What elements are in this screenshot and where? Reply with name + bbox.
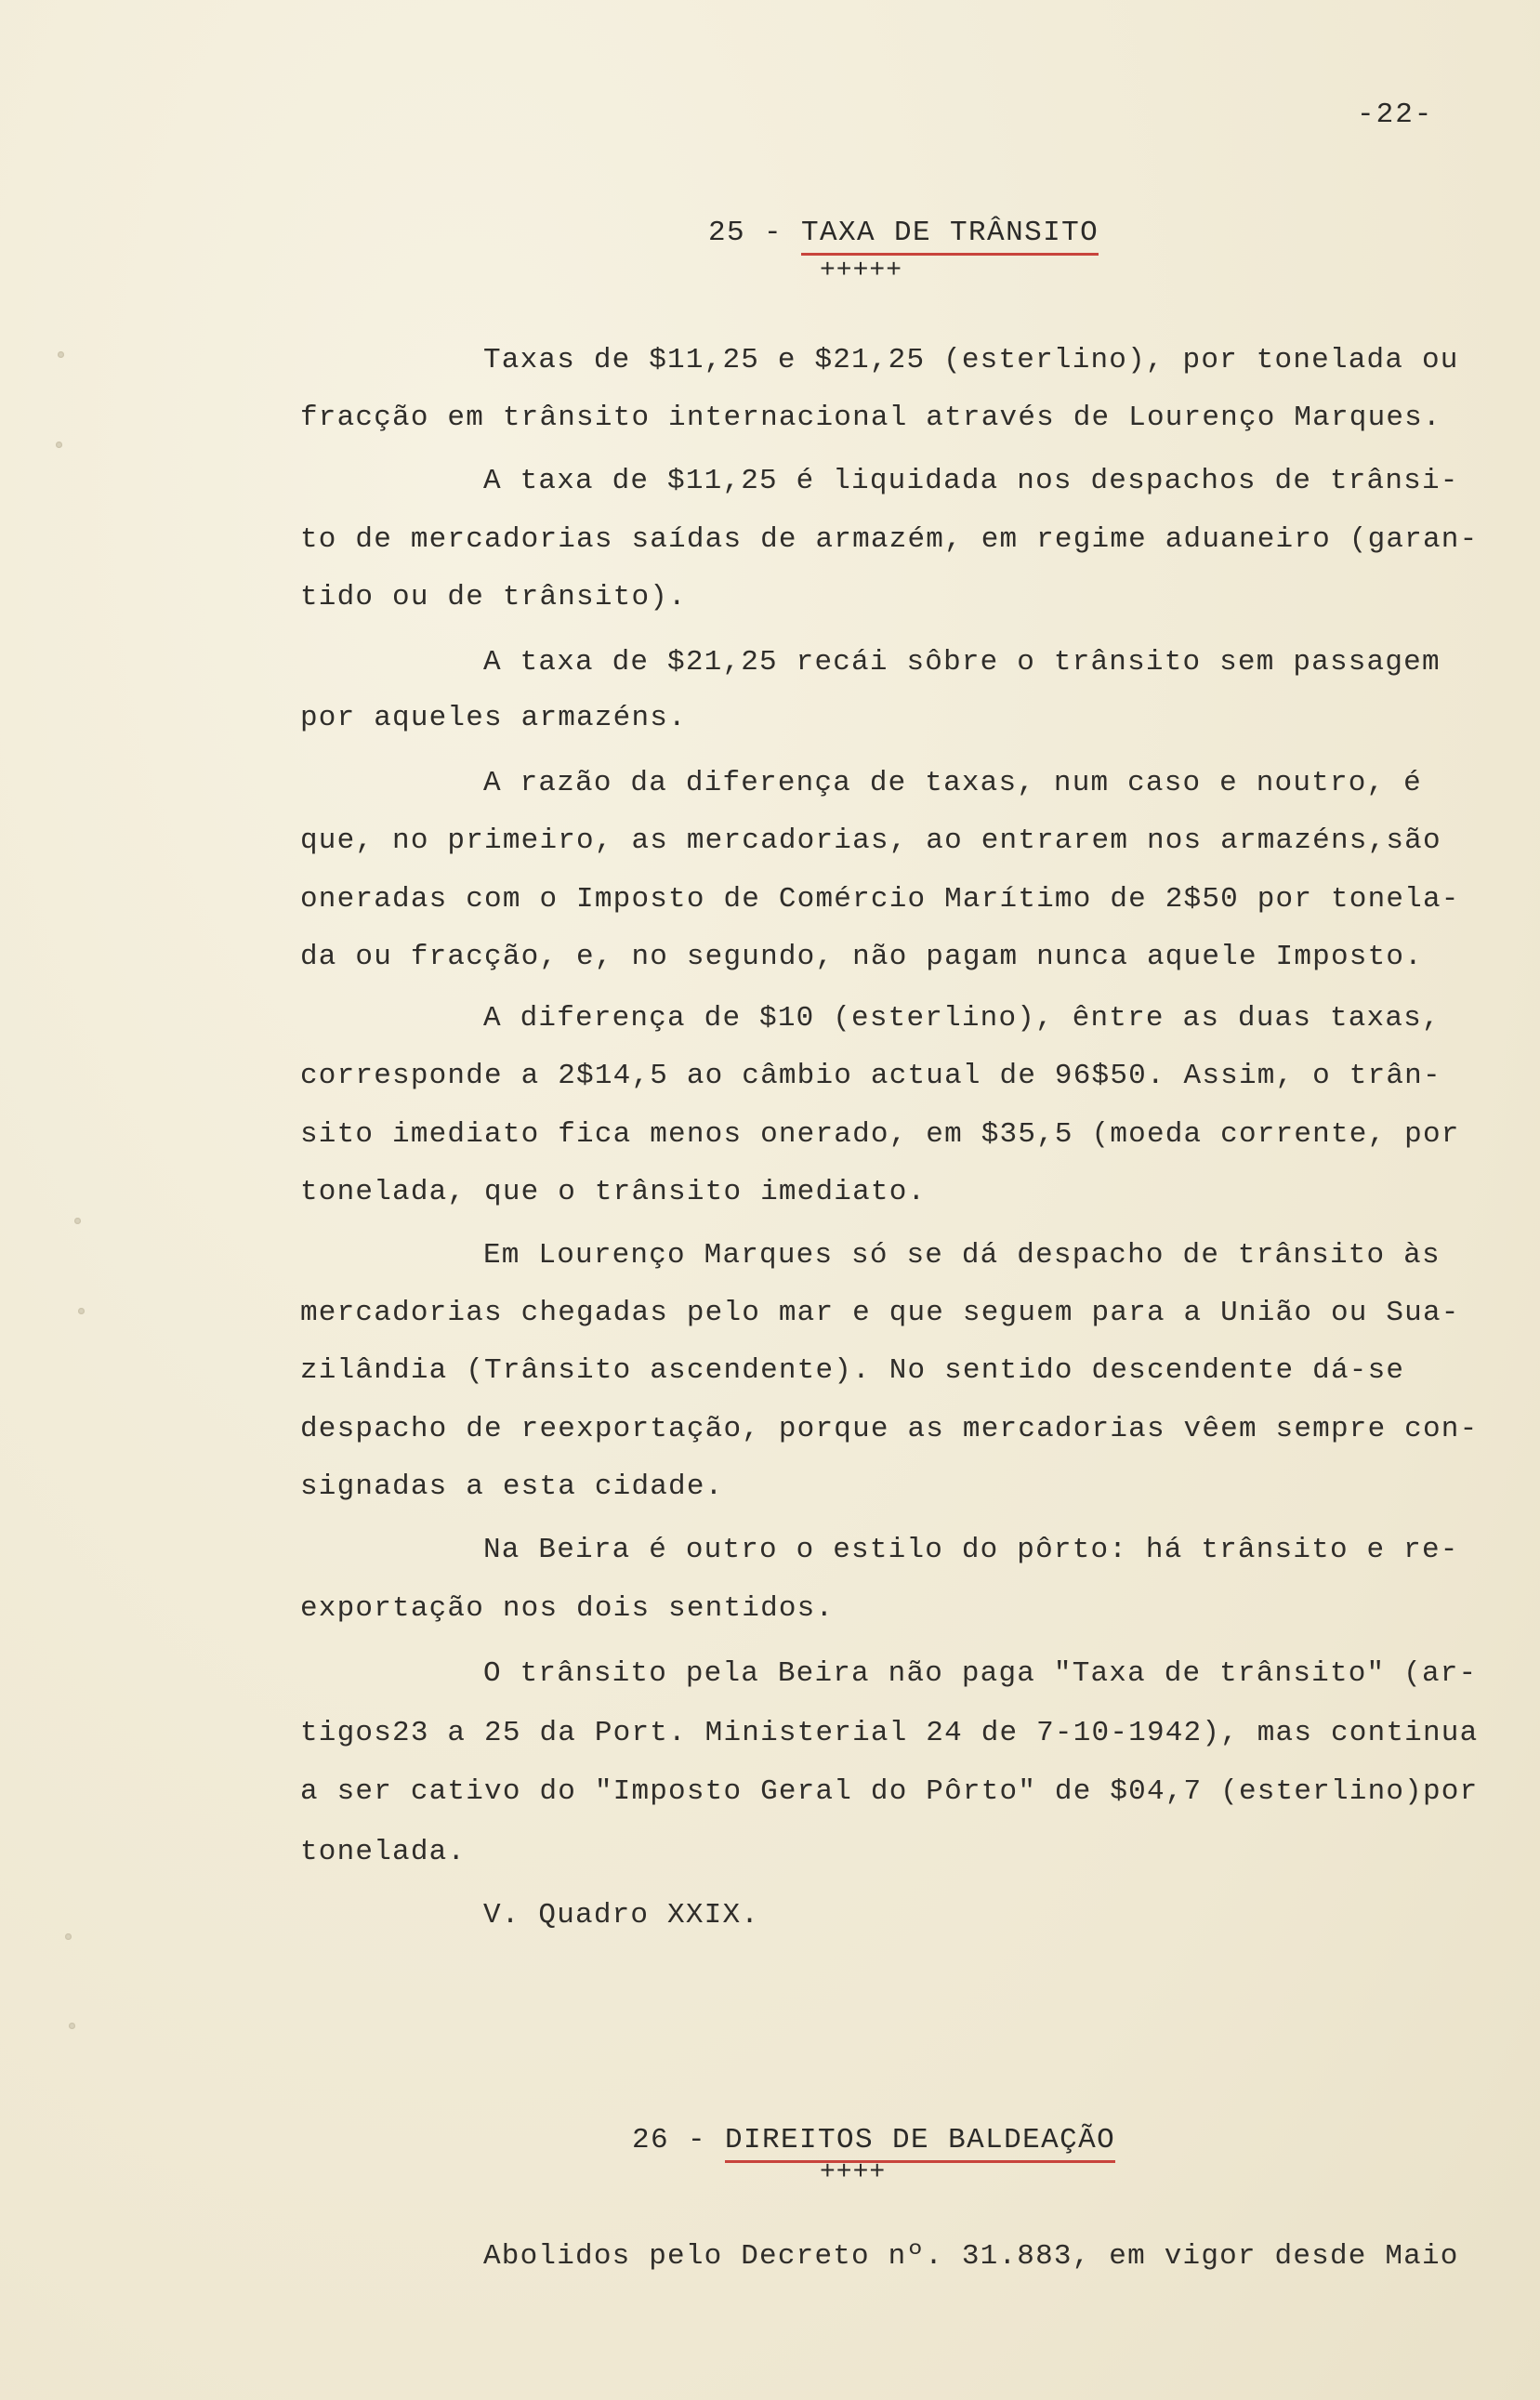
text-line: A diferença de $10 (esterlino), êntre as duas taxas, [483,1002,1441,1035]
page-number: -22- [1357,99,1434,131]
text-line: Em Lourenço Marques só se dá despacho de trânsito às [483,1239,1441,1272]
text-line: O trânsito pela Beira não paga "Taxa de trânsito" (ar- [483,1657,1478,1690]
section-separator: +++++ [820,257,903,285]
punch-hole [58,351,64,358]
text-line: Abolidos pelo Decreto nº. 31.883, em vigor desde Maio [483,2240,1459,2273]
punch-hole [74,1218,81,1224]
text-line: A taxa de $21,25 recái sôbre o trânsito sem passagem [483,646,1441,679]
text-line: que, no primeiro, as mercadorias, ao entrarem nos armazéns,são [300,824,1441,857]
text-line: despacho de reexportação, porque as mercadorias vêem sempre con- [300,1413,1479,1445]
text-line: por aqueles armazéns. [300,702,687,734]
text-line: Taxas de $11,25 e $21,25 (esterlino), por tonelada ou [483,344,1459,376]
section-number: 25 - [708,217,802,249]
text-line: fracção em trânsito internacional através de Lourenço Marques. [300,402,1441,434]
text-line: tigos23 a 25 da Port. Ministerial 24 de 7-10-1942), mas continua [300,1717,1479,1749]
text-line: sito imediato fica menos onerado, em $35,5 (moeda corrente, por [300,1118,1460,1151]
text-line: tido ou de trânsito). [300,581,687,613]
text-line: tonelada. [300,1836,467,1868]
text-line: corresponde a 2$14,5 ao câmbio actual de 96$50. Assim, o trân- [300,1060,1441,1092]
text-line: da ou fracção, e, no segundo, não pagam nunca aquele Imposto. [300,941,1423,973]
section-title: TAXA DE TRÂNSITO [801,217,1099,256]
text-line: A taxa de $11,25 é liquidada nos despachos de trânsi- [483,465,1459,497]
section-separator: ++++ [820,2158,887,2187]
text-line: exportação nos dois sentidos. [300,1592,835,1625]
text-line: to de mercadorias saídas de armazém, em regime aduaneiro (garan- [300,523,1479,556]
text-line: Na Beira é outro o estilo do pôrto: há trânsito e re- [483,1534,1459,1566]
punch-hole [78,1308,85,1314]
punch-hole [65,1933,72,1940]
punch-hole [56,442,62,448]
text-line: tonelada, que o trânsito imediato. [300,1176,927,1208]
punch-hole [69,2023,75,2029]
text-line: mercadorias chegadas pelo mar e que seguem para a União ou Sua- [300,1297,1460,1329]
text-line: oneradas com o Imposto de Comércio Marítimo de 2$50 por tonela- [300,883,1460,916]
text-line: A razão da diferença de taxas, num caso e noutro, é [483,767,1422,799]
text-line: a ser cativo do "Imposto Geral do Pôrto" de $04,7 (esterlino)por [300,1775,1479,1808]
text-line: V. Quadro XXIX. [483,1899,760,1932]
text-line: signadas a esta cidade. [300,1470,724,1503]
section-title: DIREITOS DE BALDEAÇÃO [725,2124,1115,2163]
text-line: zilândia (Trânsito ascendente). No sentido descendente dá-se [300,1354,1405,1387]
section-number: 26 - [632,2124,726,2156]
